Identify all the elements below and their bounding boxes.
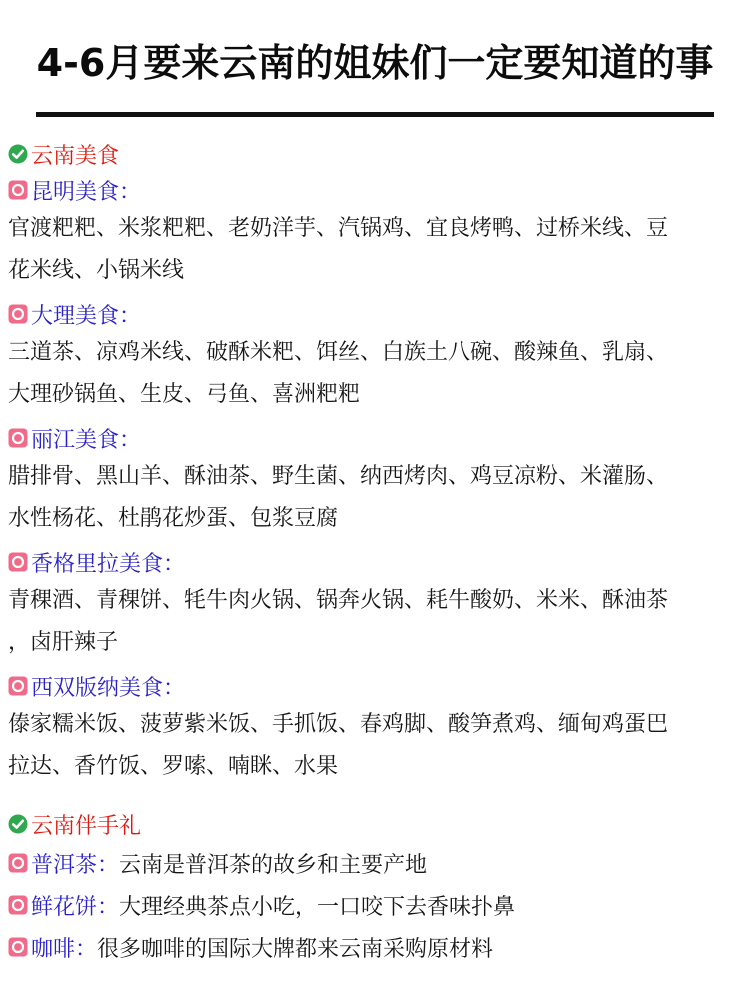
- gift-name: 普洱茶：: [31, 852, 120, 878]
- pink-circle-icon: [8, 552, 28, 572]
- food-line: 花米线、小锅米线: [8, 258, 185, 283]
- check-circle-icon: [8, 814, 28, 834]
- lijiang-heading: [8, 420, 742, 456]
- lijiang-heading-label: 丽江美食：: [31, 427, 142, 453]
- kunming-heading: [8, 172, 742, 208]
- pink-circle-icon: [8, 676, 28, 696]
- page-title: 4-6月要来云南的姐妹们一定要知道的事: [36, 41, 714, 85]
- gift-description: 大理经典茶点小吃，一口咬下去香味扑鼻: [119, 894, 516, 920]
- gift-section-heading: [8, 806, 742, 842]
- food-line: 青稞酒、青稞饼、牦牛肉火锅、锅奔火锅、耗牛酸奶、米米、酥油茶: [8, 588, 669, 613]
- gift-item: [8, 926, 742, 968]
- gift-name: 咖啡：: [31, 936, 98, 962]
- pink-circle-icon: [8, 180, 28, 200]
- kunming-heading-label: 昆明美食：: [31, 179, 142, 205]
- shangrila-heading-label: 香格里拉美食：: [31, 551, 186, 577]
- food-line: 拉达、香竹饭、罗嗦、喃眯、水果: [8, 754, 339, 779]
- dali-food-list: [8, 332, 742, 416]
- food-heading-label: 云南美食: [31, 143, 120, 169]
- xishuangbanna-food-list: [8, 704, 742, 788]
- gift-name: 鲜花饼：: [31, 894, 120, 920]
- food-line: 腊排骨、黑山羊、酥油茶、野生菌、纳西烤肉、鸡豆凉粉、米灌肠、: [8, 464, 669, 489]
- food-line: 傣家糯米饭、菠萝紫米饭、手抓饭、春鸡脚、酸笋煮鸡、缅甸鸡蛋巴: [8, 712, 669, 737]
- kunming-food-list: [8, 208, 742, 292]
- gift-description: 云南是普洱茶的故乡和主要产地: [119, 852, 428, 878]
- gift-item: [8, 842, 742, 884]
- pink-circle-icon: [8, 304, 28, 324]
- gift-description: 很多咖啡的国际大牌都来云南采购原材料: [97, 936, 494, 962]
- food-line: 官渡粑粑、米浆粑粑、老奶洋芋、汽锅鸡、宜良烤鸭、过桥米线、豆: [8, 216, 669, 241]
- food-line: 三道茶、凉鸡米线、破酥米粑、饵丝、白族土八碗、酸辣鱼、乳扇、: [8, 340, 669, 365]
- xishuangbanna-heading-label: 西双版纳美食：: [31, 675, 186, 701]
- pink-circle-icon: [8, 937, 28, 957]
- food-line: 水性杨花、杜鹃花炒蛋、包浆豆腐: [8, 506, 339, 531]
- check-circle-icon: [8, 144, 28, 164]
- pink-circle-icon: [8, 853, 28, 873]
- article-body: [8, 136, 742, 968]
- shangrila-food-list: [8, 580, 742, 664]
- section-spacer: [8, 792, 742, 806]
- xishuangbanna-heading: [8, 668, 742, 704]
- gift-heading-label: 云南伴手礼: [31, 813, 142, 839]
- pink-circle-icon: [8, 895, 28, 915]
- dali-heading: [8, 296, 742, 332]
- title-divider: [36, 112, 714, 117]
- shangrila-heading: [8, 544, 742, 580]
- pink-circle-icon: [8, 428, 28, 448]
- lijiang-food-list: [8, 456, 742, 540]
- dali-heading-label: 大理美食：: [31, 303, 142, 329]
- gift-item: [8, 884, 742, 926]
- food-line: ，卤肝辣子: [8, 630, 119, 655]
- food-section-heading: [8, 136, 742, 172]
- food-line: 大理砂锅鱼、生皮、弓鱼、喜洲粑粑: [8, 382, 361, 407]
